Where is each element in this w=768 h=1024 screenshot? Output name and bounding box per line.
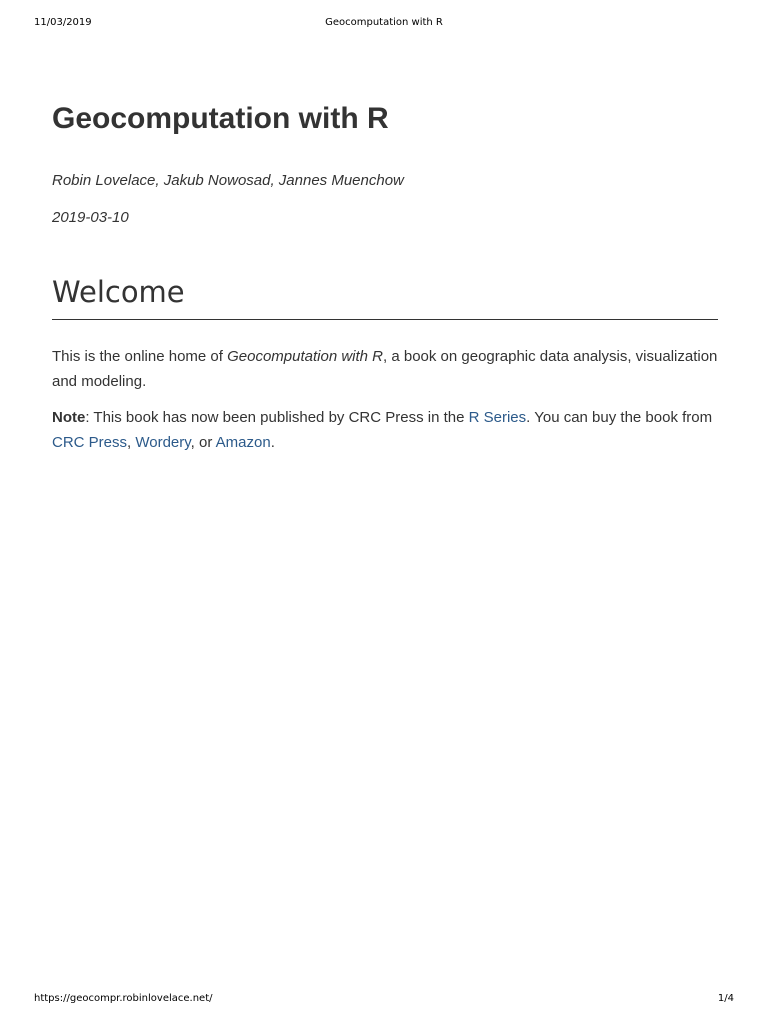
- print-date: 11/03/2019: [34, 17, 92, 28]
- note-paragraph: [52, 405, 718, 455]
- intro-paragraph: [52, 344, 718, 394]
- print-url: https://geocompr.robinlovelace.net/: [34, 993, 213, 1004]
- final-period: .: [270, 434, 275, 451]
- print-page-number: 1/4: [717, 993, 734, 1004]
- intro-text-start: This is the online home of: [52, 348, 228, 365]
- note-label: Note: [52, 409, 86, 426]
- comma-separator: ,: [127, 434, 136, 451]
- wordery-link[interactable]: Wordery: [135, 434, 191, 451]
- or-separator: , or: [190, 434, 216, 451]
- book-title-emphasis: Geocomputation with R: [227, 348, 384, 365]
- note-text-1: : This book has now been published by CRC Press in the: [85, 409, 469, 426]
- amazon-link[interactable]: Amazon: [215, 434, 271, 451]
- crc-press-link[interactable]: CRC Press: [52, 434, 128, 451]
- book-date: 2019-03-10: [52, 209, 129, 226]
- r-series-link[interactable]: R Series: [468, 409, 527, 426]
- print-footer: [0, 993, 768, 1007]
- note-text-2: . You can buy the book from: [526, 409, 713, 426]
- print-title: Geocomputation with R: [325, 17, 443, 28]
- book-authors: Robin Lovelace, Jakub Nowosad, Jannes Muenchow: [52, 172, 404, 189]
- print-header: [0, 17, 768, 31]
- page-content: [52, 96, 718, 455]
- intro-text-end: , a book on geographic data analysis, visualization and modeling.: [52, 348, 718, 390]
- book-title: Geocomputation with R: [52, 102, 389, 135]
- welcome-heading: Welcome: [52, 273, 718, 320]
